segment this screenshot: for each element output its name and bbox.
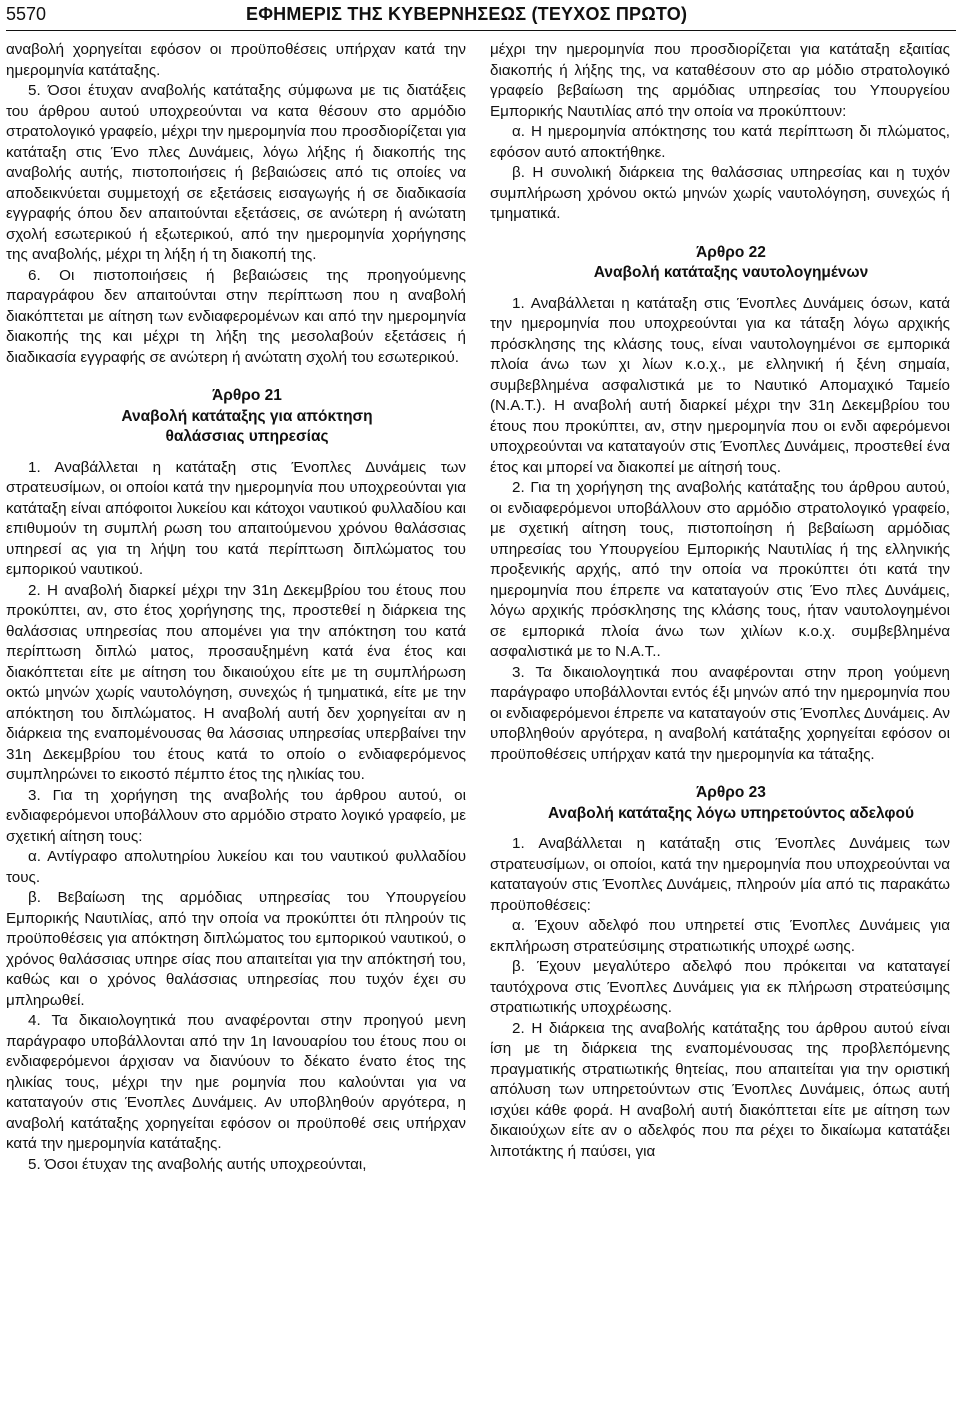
paragraph: 2. Η αναβολή διαρκεί μέχρι την 31η Δεκεμβρίου του έτους που προκύπτει, αν, στο έτος χορήγησης της, προστεθεί η διάρκεια της θαλάσσιας υπηρεσίας που απομένει για την απόκτηση του κατά περίπτωση διπλώ ματος, προσαυξημένη κατά ένα έτος και διακόπτεται είτε με αίτηση του δικαιούχου είτε με τη συμπλήρωση οκτώ μηνών χωρίς ναυτολόγηση, συνεχώς ή τμηματικά, είτε με την απόκτηση του διπλώματος. Η αναβολή αυτή δεν χορηγείται αν η διάρκεια της εναπομένουσας θα λάσσιας υπηρεσίας υπερβαίνει την 31η Δεκεμβρίου του έτους κατά το οποίο ο ενδιαφερόμενος συμπληρώνει το εικοστό πέμπτο έτος της ηλικίας του. (6, 581, 466, 783)
paragraph: α. Έχουν αδελφό που υπηρετεί στις Ένοπλες Δυνάμεις για εκπλήρωση στρατεύσιμης στρατιωτικής υποχρέ ωσης. (490, 917, 950, 955)
paragraph: 4. Τα δικαιολογητικά που αναφέρονται στην προηγού μενη παράγραφο υποβάλλονται από την 1η Ιανουαρίου του έτους που οι ενδιαφερόμενοι άρχισαν να διανύουν το δέκατο ένατο έτος της ηλικίας τους, μέχρι την ημε ρομηνία που καλούνται για να καταταγούν στις Ένοπλες Δυνάμεις. Αν υποβληθούν αργότερα, η αναβολή κατάταξης χορηγείται εφόσον οι προϋποθέ σεις υπήρχαν κατά την ημερομηνία κατάταξης. (6, 1012, 466, 1152)
left-column (6, 40, 466, 1175)
paragraph: β. Έχουν μεγαλύτερο αδελφό που πρόκειται να καταταγεί ταυτόχρονα στις Ένοπλες Δυνάμεις για εκ πλήρωση στρατεύσιμης στρατιωτικής υποχρέωσης. (490, 958, 950, 1016)
paragraph: 3. Τα δικαιολογητικά που αναφέρονται στην προη γούμενη παράγραφο υποβάλλονται εντός έξι μηνών από την ημερομηνία που οι ενδιαφερόμενοι έπρεπε να καταταγούν στις Ένοπλες Δυνάμεις. Αν υποβληθούν αργότερα, η αναβολή κατάταξης χορηγείται εφόσον οι προϋποθέσεις υπήρχαν κατά την ημερομηνία κα τάταξης. (490, 663, 950, 763)
paragraph: 5. Όσοι έτυχαν αναβολής κατάταξης σύμφωνα με τις διατάξεις του άρθρου αυτού υποχρεούνται να κατα θέσουν στο αρμόδιο στρατολογικό γραφείο, μέχρι την ημερομηνία που προσδιορίζεται για κατάταξη στις Ένο πλες Δυνάμεις, λόγω λήξης ή διακοπής της αναβολής αυτής, πιστοποιήσεις ή βεβαιώσεις από τις οποίες να αποδεικνύεται συμμετοχή σε εξετάσεις εισαγωγής ή σε διαδικασία εγγραφής όπου δεν απαιτούνται εξετάσεις, σε ανώτερη ή ανώτατη σχολή εσωτερικού ή εξωτερικού, από την ημερομηνία χορήγησης της αναβολής, μέχρι τη λήξη ή τη διακοπή της. (6, 82, 466, 263)
paragraph: μέχρι την ημερομηνία που προσδιορίζεται για κατάταξη εξαιτίας διακοπής ή λήξης της, να καταθέσουν στο αρ μόδιο στρατολογικό γραφείο βεβαίωση της αρμόδιας υπηρεσίας του Υπουργείου Εμπορικής Ναυτιλίας από την οποία να προκύπτουν: (490, 41, 950, 120)
journal-title: ΕΦΗΜΕΡΙΣ ΤΗΣ ΚΥΒΕΡΝΗΣΕΩΣ (ΤΕΥΧΟΣ ΠΡΩΤΟ) (246, 4, 688, 24)
paragraph: 1. Αναβάλλεται η κατάταξη στις Ένοπλες Δυνάμεις όσων, κατά την ημερομηνία που υποχρεούνται για κα τάταξη λόγω αρχικής πρόσκλησης της κλάσης τους, είναι ναυτολογημένοι σε εμπορικά πλοία άνω των χι λίων κ.ο.χ., με ελληνική ή ξένη σημαία, συμβεβλημένα ασφαλιστικά με το Ναυτικό Απομαχικό Ταμείο (Ν.Α.Τ.). Η αναβολή αυτή διαρκεί μέχρι την 31η Δεκεμβρίου του έτους που προκύπτει, αν, στην ημερομηνία που οι ενδι αφερόμενοι υποχρεούνται να καταταγούν στις Ένοπλες Δυνάμεις, προστεθεί ένα έτος και μπορεί να διακοπεί με αίτησή τους. (490, 294, 950, 476)
paragraph: 3. Για τη χορήγηση της αναβολής του άρθρου αυτού, οι ενδιαφερόμενοι υποβάλλουν στο αρμόδιο στρατο λογικό γραφείο, με σχετική αίτηση τους: (6, 786, 466, 845)
paragraph: 1. Αναβάλλεται η κατάταξη στις Ένοπλες Δυνάμεις των στρατευσίμων, οι οποίοι κατά την ημερομηνία που υποχρεούνται για κατάταξη είναι απόφοιτοι λυκείου και κάτοχοι ναυτικού φυλλαδίου και επιθυμούν τη συμπλή ρωση του απαιτούμενου χρόνου θαλάσσιας υπηρεσί ας για τη λήψη του κατά περίπτωση διπλώματος του εμπορικού ναυτικού. (6, 458, 466, 578)
article-22-heading: Αναβολή κατάταξης ναυτολογημένων (593, 264, 869, 281)
paragraph: 2. Για τη χορήγηση της αναβολής κατάταξης του άρθρου αυτού, οι ενδιαφερόμενοι υποβάλλουν στο αρμόδιο στρατολογικό γραφείο, με σχετική αίτηση τους, πιστοποίηση ή βεβαίωση αρμόδιας υπηρεσίας του Υπουργείου Εμπορικής Ναυτιλίας ή της ελληνικής προξενικής αρχής, από την οποία να προκύπτει ότι κατά την ημερομηνία που έπρεπε να καταταγούν στις Ένο πλες Δυνάμεις, λόγω αρχικής πρόσκλησης της κλάσης τους, ήταν ναυτολογημένοι σε εμπορικά πλοία άνω των χιλίων κ.ο.χ. συμβεβλημένα ασφαλιστικά με το Ν.Α.Τ.. (490, 479, 950, 660)
paragraph: β. Η συνολική διάρκεια της θαλάσσιας υπηρεσίας και η τυχόν συμπλήρωση χρόνου οκτώ μηνών χωρίς ναυτολόγηση, συνεχώς ή τμηματικά. (490, 164, 950, 222)
paragraph: 6. Οι πιστοποιήσεις ή βεβαιώσεις της προηγούμενης παραγράφου δεν απαιτούνται στην περίπτωση που η αναβολή διακόπτεται με αίτηση των ενδιαφερομένων και από την ημερομηνία διακοπής της και μέχρι τη λήξη της μεσολαβούν εξετάσεις ή διαδικασία εγγραφής σε ανώτερη ή ανώτατη σχολή του εσωτερικού. (6, 266, 466, 366)
paragraph: α. Αντίγραφο απολυτηρίου λυκείου και του ναυτικού φυλλαδίου τους. (6, 848, 466, 886)
article-21-heading-line2: θαλάσσιας υπηρεσίας (165, 428, 329, 445)
article-23-title: Άρθρο 23 (696, 784, 766, 801)
article-21-heading-line1: Αναβολή κατάταξης για απόκτηση (121, 407, 373, 425)
article-21-title: Άρθρο 21 (212, 387, 282, 404)
paragraph: α. Η ημερομηνία απόκτησης του κατά περίπτωση δι πλώματος, εφόσον αυτό αποκτήθηκε. (490, 123, 950, 161)
page-number: 5570 (6, 4, 47, 24)
right-column (490, 40, 950, 1162)
page-header (6, 2, 956, 31)
paragraph: β. Βεβαίωση της αρμόδιας υπηρεσίας του Υπουργείου Εμπορικής Ναυτιλίας, από την οποία να προκύπτει ότι πληρούν τις προϋποθέσεις για απόκτηση διπλώματος του εμπορικού ναυτικού, ο χρόνος θαλάσσιας υπηρε σίας που απαιτείται για την απόκτησή του, καθώς και ο χρόνος θαλάσσιας υπηρεσίας που τυχόν έχει συ μπληρωθεί. (6, 889, 466, 1009)
article-23-heading: Αναβολή κατάταξης λόγω υπηρετούντος αδελφού (548, 804, 914, 822)
article-22-title: Άρθρο 22 (696, 243, 766, 261)
paragraph: 2. Η διάρκεια της αναβολής κατάταξης του άρθρου αυτού είναι ίση με τη διάρκεια της εναπομένουσας της προβλεπόμενης πραγματικής στρατιωτικής θητείας, που απαιτείται για την οριστική απόλυση των υπηρετούντων στις Ένοπλες Δυνάμεις, όπως αυτή ισχύει κάθε φορά. Η αναβολή αυτή διακόπτεται είτε με αίτηση των δικαιούχων είτε αν ο αδελφός που πα ρέχει το δικαίωμα κατατάξει λιποτάκτης ή παύσει, για (490, 1019, 950, 1160)
paragraph: 5. Όσοι έτυχαν της αναβολής αυτής υποχρεούνται, (28, 1155, 367, 1173)
paragraph: αναβολή χορηγείται εφόσον οι προϋποθέσεις υπήρχαν κατά την ημερομηνία κατάταξης. (6, 41, 466, 79)
paragraph: 1. Αναβάλλεται η κατάταξη στις Ένοπλες Δυνάμεις των στρατευσίμων, οι οποίοι, κατά την ημερομηνία που υποχρεούνται να καταταγούν στις Ένοπλες Δυνάμεις, πληρούν μία από τις παρακάτω προϋποθέσεις: (490, 835, 950, 914)
